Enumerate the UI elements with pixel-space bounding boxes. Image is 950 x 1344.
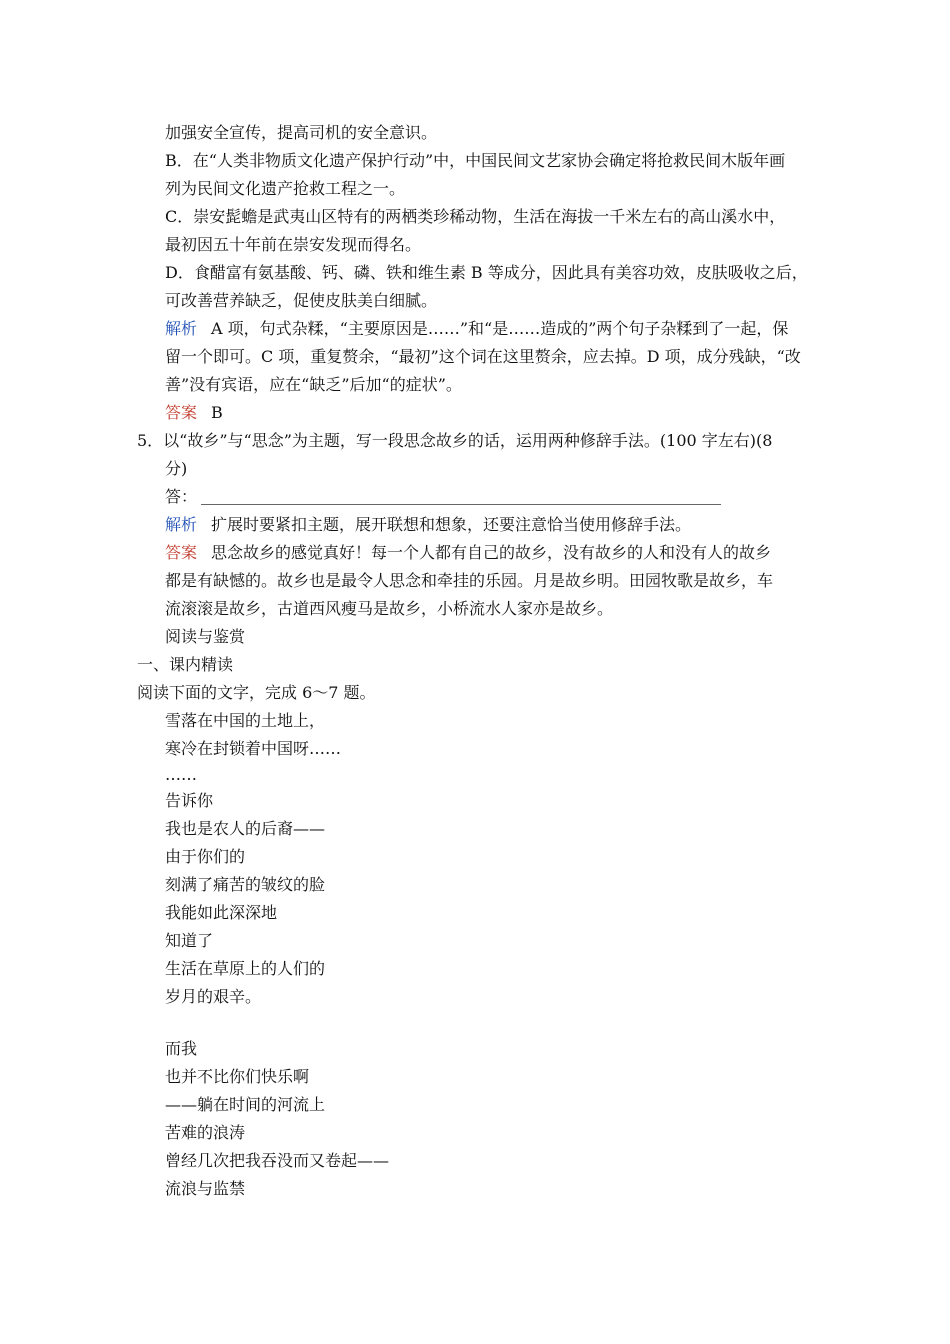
- poem-line: 生活在草原上的人们的: [165, 959, 326, 978]
- option-c-line2: 最初因五十年前在崇安发现而得名。: [165, 235, 422, 254]
- poem-line: 我也是农人的后裔——: [165, 819, 326, 838]
- option-b-line2: 列为民间文化遗产抢救工程之一。: [165, 179, 406, 198]
- section-title: 阅读与鉴赏: [165, 627, 246, 646]
- answer-text: B: [211, 403, 223, 422]
- answer-line: [165, 403, 223, 423]
- analysis-label: 解析: [165, 515, 198, 534]
- poem-line: 岁月的艰辛。: [165, 987, 262, 1006]
- poem-line: 雪落在中国的土地上，: [165, 711, 326, 730]
- poem-line: 刻满了痛苦的皱纹的脸: [165, 875, 326, 894]
- poem-line: 告诉你: [165, 791, 214, 810]
- poem-line: 流浪与监禁: [165, 1179, 246, 1198]
- analysis-line2: 留一个即可。C 项，重复赘余，“最初”这个词在这里赘余，应去掉。D 项，成分残缺，“改: [165, 347, 801, 366]
- question-5-line2: 分): [165, 459, 188, 478]
- option-b-line1: B．在“人类非物质文化遗产保护行动”中，中国民间文艺家协会确定将抢救民间木版年画: [165, 151, 786, 170]
- option-d-line1: D．食醋富有氨基酸、钙、磷、铁和维生素 B 等成分，因此具有美容功效，皮肤吸收之后，: [165, 263, 808, 282]
- question-5-line1: 5．以“故乡”与“思念”为主题，写一段思念故乡的话，运用两种修辞手法。(100 字左右)(8: [137, 431, 773, 450]
- analysis-2-line: [165, 515, 691, 535]
- answer-2-line2: 都是有缺憾的。故乡也是最令人思念和牵挂的乐园。月是故乡明。田园牧歌是故乡，车: [165, 571, 774, 590]
- analysis-line1: [165, 319, 788, 339]
- poem-line: 由于你们的: [165, 847, 246, 866]
- text-line: 加强安全宣传，提高司机的安全意识。: [165, 123, 438, 142]
- answer-2-line1: [165, 543, 771, 563]
- subsection-title: 一、课内精读: [137, 655, 234, 674]
- poem-line: 也并不比你们快乐啊: [165, 1067, 310, 1086]
- analysis-text: A 项，句式杂糅，“主要原因是……”和“是……造成的”两个句子杂糅到了一起，保: [211, 319, 789, 338]
- poem-line: 知道了: [165, 931, 214, 950]
- analysis-line3: 善”没有宾语，应在“缺乏”后加“的症状”。: [165, 375, 462, 394]
- poem-line: 曾经几次把我吞没而又卷起——: [165, 1151, 390, 1170]
- answer-label: 答案: [165, 403, 198, 422]
- analysis-text: 扩展时要紧扣主题，展开联想和想象，还要注意恰当使用修辞手法。: [211, 515, 692, 534]
- poem-line: 我能如此深深地: [165, 903, 278, 922]
- poem-line: 寒冷在封锁着中国呀……: [165, 739, 342, 758]
- option-d-line2: 可改善营养缺乏，促使皮肤美白细腻。: [165, 291, 438, 310]
- instruction: 阅读下面的文字，完成 6～7 题。: [137, 683, 376, 702]
- answer-text: 思念故乡的感觉真好！每一个人都有自己的故乡，没有故乡的人和没有人的故乡: [211, 543, 772, 562]
- poem-line: ——躺在时间的河流上: [165, 1095, 326, 1114]
- analysis-label: 解析: [165, 319, 198, 338]
- answer-blank-line: [165, 487, 721, 507]
- answer-2-line3: 流滚滚是故乡，古道西风瘦马是故乡，小桥流水人家亦是故乡。: [165, 599, 614, 618]
- answer-blank[interactable]: [201, 503, 721, 505]
- poem-line: 而我: [165, 1039, 198, 1058]
- answer-prefix: 答：: [165, 487, 198, 506]
- poem-line: 苦难的浪涛: [165, 1123, 246, 1142]
- option-c-line1: C．崇安髭蟾是武夷山区特有的两栖类珍稀动物，生活在海拔一千米左右的高山溪水中，: [165, 207, 786, 226]
- answer-label: 答案: [165, 543, 198, 562]
- poem-line: ……: [165, 765, 197, 784]
